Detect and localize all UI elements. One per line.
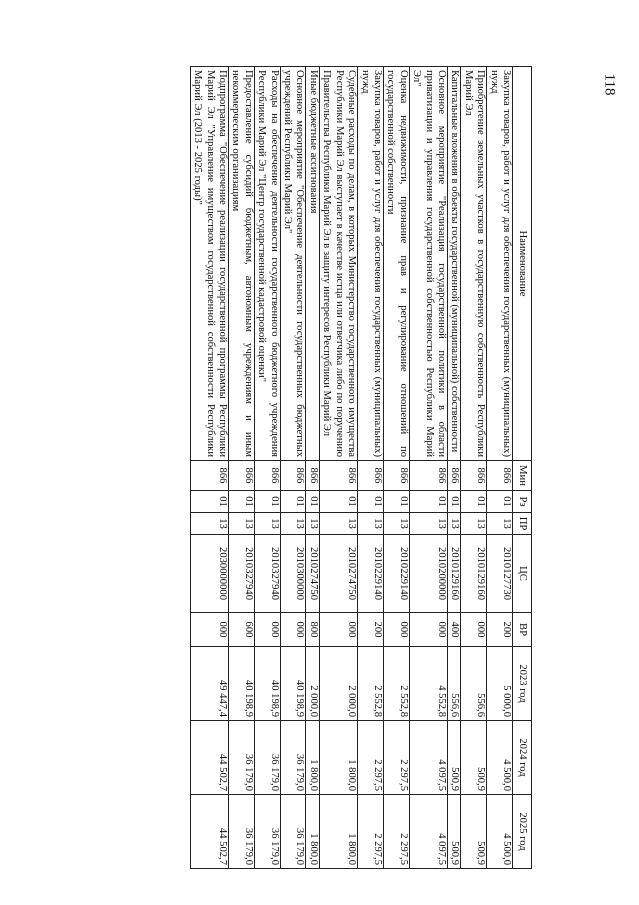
row-pr: 13 xyxy=(383,513,409,535)
table-row xyxy=(487,67,513,869)
page-number: 118 xyxy=(601,73,618,96)
row-vr: 000 xyxy=(254,613,280,647)
row-name: Подпрограмма "Обеспечение реализации государственной программы Республики Марий Эл "Управление имуществом государственной собственности Республики Марий Эл (2013 - 2025 годы)" xyxy=(190,67,228,461)
table-row xyxy=(229,67,255,869)
row-2023: 40 198,9 xyxy=(280,647,306,721)
row-2025: 4 500,0 xyxy=(487,795,513,869)
row-vr: 200 xyxy=(358,613,384,647)
row-min: 866 xyxy=(447,461,460,491)
row-name: Капитальные вложения в объекты государственной (муниципальной) собственности xyxy=(447,67,460,461)
row-2024: 36 179,0 xyxy=(280,721,306,795)
table-row xyxy=(190,67,228,869)
table-row xyxy=(383,67,409,869)
row-min: 866 xyxy=(487,461,513,491)
row-vr: 000 xyxy=(461,613,487,647)
row-pr: 13 xyxy=(461,513,487,535)
table-row xyxy=(409,67,447,869)
table-row xyxy=(358,67,384,869)
row-2024: 2 297,5 xyxy=(358,721,384,795)
row-2024: 36 179,0 xyxy=(229,721,255,795)
table-header-row xyxy=(513,67,532,869)
row-2025: 500,9 xyxy=(461,795,487,869)
row-rz: 01 xyxy=(409,491,447,513)
row-rz: 01 xyxy=(280,491,306,513)
row-cs: 2010327940 xyxy=(254,535,280,613)
table-row xyxy=(254,67,280,869)
row-cs: 2010229140 xyxy=(383,535,409,613)
header-pr: ПР xyxy=(513,513,532,535)
row-name: Расходы на обеспечение деятельности государственного бюджетного учреждения Республики Марий Эл "Центр государственной кадастровой оценки" xyxy=(254,67,280,461)
row-cs: 2010300000 xyxy=(280,535,306,613)
row-name: Основное мероприятие "Реализация государственной политики в области приватизации и управления государственной собственностью Республики Марий Эл" xyxy=(409,67,447,461)
row-pr: 13 xyxy=(447,513,460,535)
row-name: Оценка недвижимости, признание прав и регулирование отношений по государственной собственности xyxy=(383,67,409,461)
row-2023: 2 000,0 xyxy=(319,647,357,721)
row-pr: 13 xyxy=(487,513,513,535)
row-rz: 01 xyxy=(229,491,255,513)
header-min: Мин xyxy=(513,461,532,491)
row-2023: 2 552,8 xyxy=(358,647,384,721)
row-vr: 800 xyxy=(306,613,319,647)
row-vr: 000 xyxy=(409,613,447,647)
row-name: Приобретение земельных участков в государственную собственность Республики Марий Эл xyxy=(461,67,487,461)
row-2025: 36 179,0 xyxy=(229,795,255,869)
row-cs: 2010129160 xyxy=(461,535,487,613)
row-min: 866 xyxy=(190,461,228,491)
header-2024: 2024 год xyxy=(513,721,532,795)
row-rz: 01 xyxy=(358,491,384,513)
row-min: 866 xyxy=(229,461,255,491)
table-row xyxy=(280,67,306,869)
row-name: Основное мероприятие "Обеспечение деятельности государственных бюджетных учреждений Республики Марий Эл" xyxy=(280,67,306,461)
row-2025: 1 800,0 xyxy=(319,795,357,869)
row-2024: 2 297,5 xyxy=(383,721,409,795)
row-2023: 2 000,0 xyxy=(306,647,319,721)
row-cs: 2030000000 xyxy=(190,535,228,613)
row-min: 866 xyxy=(409,461,447,491)
table-row xyxy=(319,67,357,869)
row-vr: 000 xyxy=(383,613,409,647)
row-cs: 2010274750 xyxy=(306,535,319,613)
row-pr: 13 xyxy=(319,513,357,535)
row-min: 866 xyxy=(306,461,319,491)
row-rz: 01 xyxy=(319,491,357,513)
table-row xyxy=(461,67,487,869)
header-rz: Рз xyxy=(513,491,532,513)
row-2023: 5 000,0 xyxy=(487,647,513,721)
row-cs: 2010129160 xyxy=(447,535,460,613)
row-2023: 49 447,4 xyxy=(190,647,228,721)
row-2025: 36 179,0 xyxy=(280,795,306,869)
row-2024: 500,9 xyxy=(461,721,487,795)
row-2023: 556,6 xyxy=(461,647,487,721)
row-rz: 01 xyxy=(383,491,409,513)
row-vr: 000 xyxy=(319,613,357,647)
row-rz: 01 xyxy=(190,491,228,513)
row-2024: 44 502,7 xyxy=(190,721,228,795)
row-cs: 2010229140 xyxy=(358,535,384,613)
row-cs: 2010127730 xyxy=(487,535,513,613)
row-2024: 4 097,5 xyxy=(409,721,447,795)
row-2023: 556,6 xyxy=(447,647,460,721)
header-vr: ВР xyxy=(513,613,532,647)
row-pr: 13 xyxy=(358,513,384,535)
row-cs: 2010327940 xyxy=(229,535,255,613)
row-rz: 01 xyxy=(254,491,280,513)
budget-table xyxy=(190,66,532,869)
row-cs: 2010274750 xyxy=(319,535,357,613)
row-pr: 13 xyxy=(229,513,255,535)
row-pr: 13 xyxy=(190,513,228,535)
row-name: Закупка товаров, работ и услуг для обеспечения государственных (муниципальных) нужд xyxy=(487,67,513,461)
row-2024: 500,9 xyxy=(447,721,460,795)
row-min: 866 xyxy=(254,461,280,491)
row-2025: 2 297,5 xyxy=(383,795,409,869)
row-min: 866 xyxy=(280,461,306,491)
header-cs: ЦС xyxy=(513,535,532,613)
row-2025: 4 097,5 xyxy=(409,795,447,869)
header-2023: 2023 год xyxy=(513,647,532,721)
row-min: 866 xyxy=(383,461,409,491)
row-vr: 000 xyxy=(190,613,228,647)
row-2025: 500,9 xyxy=(447,795,460,869)
row-2024: 4 500,0 xyxy=(487,721,513,795)
header-2025: 2025 год xyxy=(513,795,532,869)
row-rz: 01 xyxy=(487,491,513,513)
row-pr: 13 xyxy=(306,513,319,535)
row-2025: 2 297,5 xyxy=(358,795,384,869)
row-vr: 400 xyxy=(447,613,460,647)
row-rz: 01 xyxy=(447,491,460,513)
rotated-page xyxy=(92,66,532,868)
row-2024: 1 800,0 xyxy=(306,721,319,795)
header-name: Наименование xyxy=(513,67,532,461)
row-min: 866 xyxy=(358,461,384,491)
row-vr: 000 xyxy=(280,613,306,647)
row-2023: 40 198,9 xyxy=(254,647,280,721)
row-name: Судебные расходы по делам, в которых Министерство государственного имущества Республики Марий Эл выступает в качестве истца или ответчика либо по поручению Правительства Республики Марий Эл в защиту интересов Республики Марий Эл xyxy=(319,67,357,461)
row-cs: 2010200000 xyxy=(409,535,447,613)
row-2025: 1 800,0 xyxy=(306,795,319,869)
table-row xyxy=(447,67,460,869)
row-pr: 13 xyxy=(280,513,306,535)
row-2023: 2 552,8 xyxy=(383,647,409,721)
row-pr: 13 xyxy=(409,513,447,535)
table-row xyxy=(306,67,319,869)
row-rz: 01 xyxy=(461,491,487,513)
row-2024: 36 179,0 xyxy=(254,721,280,795)
row-pr: 13 xyxy=(254,513,280,535)
row-2025: 36 179,0 xyxy=(254,795,280,869)
row-name: Закупка товаров, работ и услуг для обеспечения государственных (муниципальных) нужд xyxy=(358,67,384,461)
row-min: 866 xyxy=(461,461,487,491)
row-2025: 44 502,7 xyxy=(190,795,228,869)
row-2023: 4 552,8 xyxy=(409,647,447,721)
row-rz: 01 xyxy=(306,491,319,513)
row-name: Предоставление субсидий бюджетным, автономным учреждениям и иным некоммерческим организациям xyxy=(229,67,255,461)
row-2024: 1 800,0 xyxy=(319,721,357,795)
row-name: Иные бюджетные ассигнования xyxy=(306,67,319,461)
row-vr: 200 xyxy=(487,613,513,647)
row-min: 866 xyxy=(319,461,357,491)
row-vr: 600 xyxy=(229,613,255,647)
row-2023: 40 198,9 xyxy=(229,647,255,721)
